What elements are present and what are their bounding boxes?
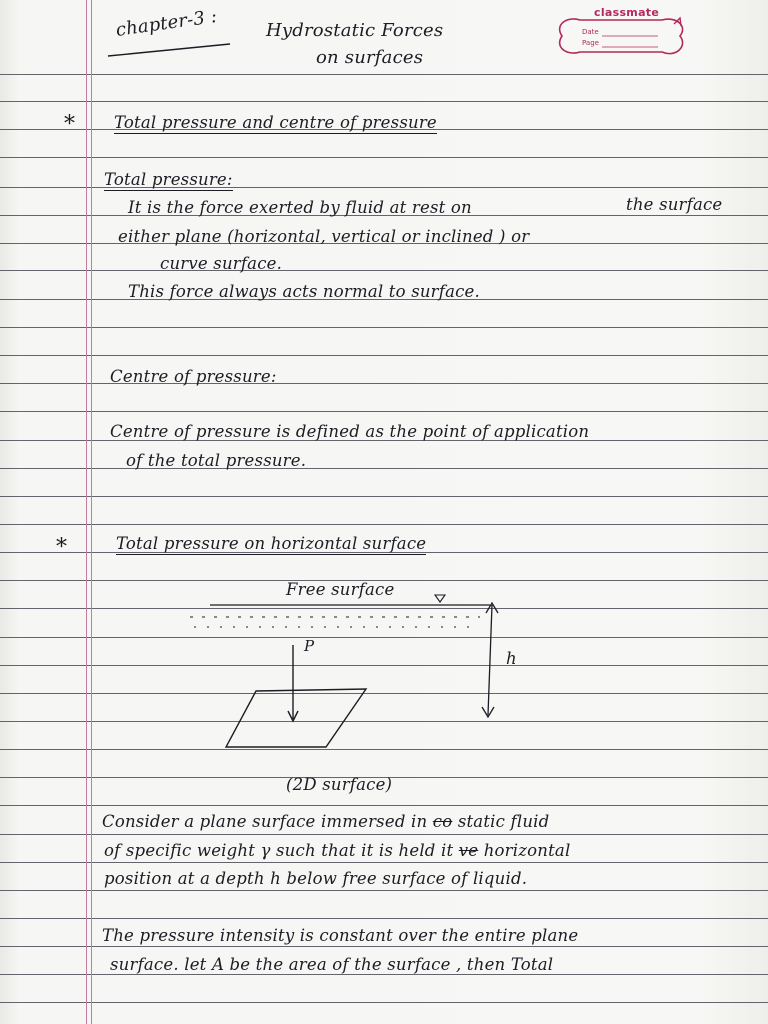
force-label: P [304,637,315,655]
ruled-line [0,862,768,863]
horizontal-surface-diagram [180,575,540,794]
text-line [104,841,570,860]
ruled-line [0,327,768,328]
ruled-line [0,157,768,158]
page-title-line2: on surfaces [316,47,424,68]
text-line: the surface [626,195,723,214]
subheading-total-pressure: Total pressure: [104,170,233,189]
text-line: This force always acts normal to surface. [128,282,480,301]
ruled-line [0,524,768,525]
ruled-line [0,805,768,806]
ruled-line [0,74,768,75]
section-heading: Total pressure on horizontal surface [116,534,427,553]
ruled-line [0,355,768,356]
stamp-date-label: Date [582,28,599,36]
ruled-line [0,411,768,412]
chapter-label: chapter-3 : [114,5,219,41]
text-line: It is the force exerted by fluid at rest on [128,198,472,217]
ruled-line [0,890,768,891]
margin-line [86,0,87,1024]
ruled-line [0,101,768,102]
text-line: The pressure intensity is constant over the entire plane [102,926,579,945]
struck-text: co [432,812,453,831]
ruled-line [0,918,768,919]
ruled-line [0,1002,768,1003]
ruled-line [0,270,768,271]
ruled-line [0,496,768,497]
text-line: surface. let A be the area of the surface , then Total [110,955,554,974]
stamp-page-label: Page [582,39,599,47]
text-line: either plane (horizontal, vertical or inclined ) or [118,227,530,246]
subheading-centre-of-pressure: Centre of pressure: [110,367,277,386]
text-line [102,812,549,831]
struck-text: ve [458,841,479,860]
ruled-line [0,946,768,947]
text-segment: of specific weight γ such that it is held it [104,841,454,860]
classmate-stamp [550,6,690,64]
text-line: Centre of pressure is defined as the point of application [110,422,590,441]
depth-label: h [506,649,517,668]
margin-line [91,0,92,1024]
section-heading: Total pressure and centre of pressure [114,113,437,132]
text-line: of the total pressure. [126,451,307,470]
stamp-brand: classmate [594,6,660,19]
chapter-underline [106,40,236,60]
ruled-line [0,468,768,469]
text-segment: Consider a plane surface immersed in [102,812,428,831]
text-segment: static fluid [457,812,550,831]
text-line: curve surface. [160,254,283,273]
ruled-line [0,974,768,975]
section-bullet: * [56,535,68,560]
free-surface-label: Free surface [286,580,395,599]
ruled-line [0,834,768,835]
text-line: position at a depth h below free surface of liquid. [104,869,528,888]
surface-label: (2D surface) [286,775,393,794]
diagram-drawing [180,575,540,775]
section-bullet: * [64,112,76,137]
page-title-line1: Hydrostatic Forces [266,20,444,41]
text-segment: horizontal [483,841,571,860]
